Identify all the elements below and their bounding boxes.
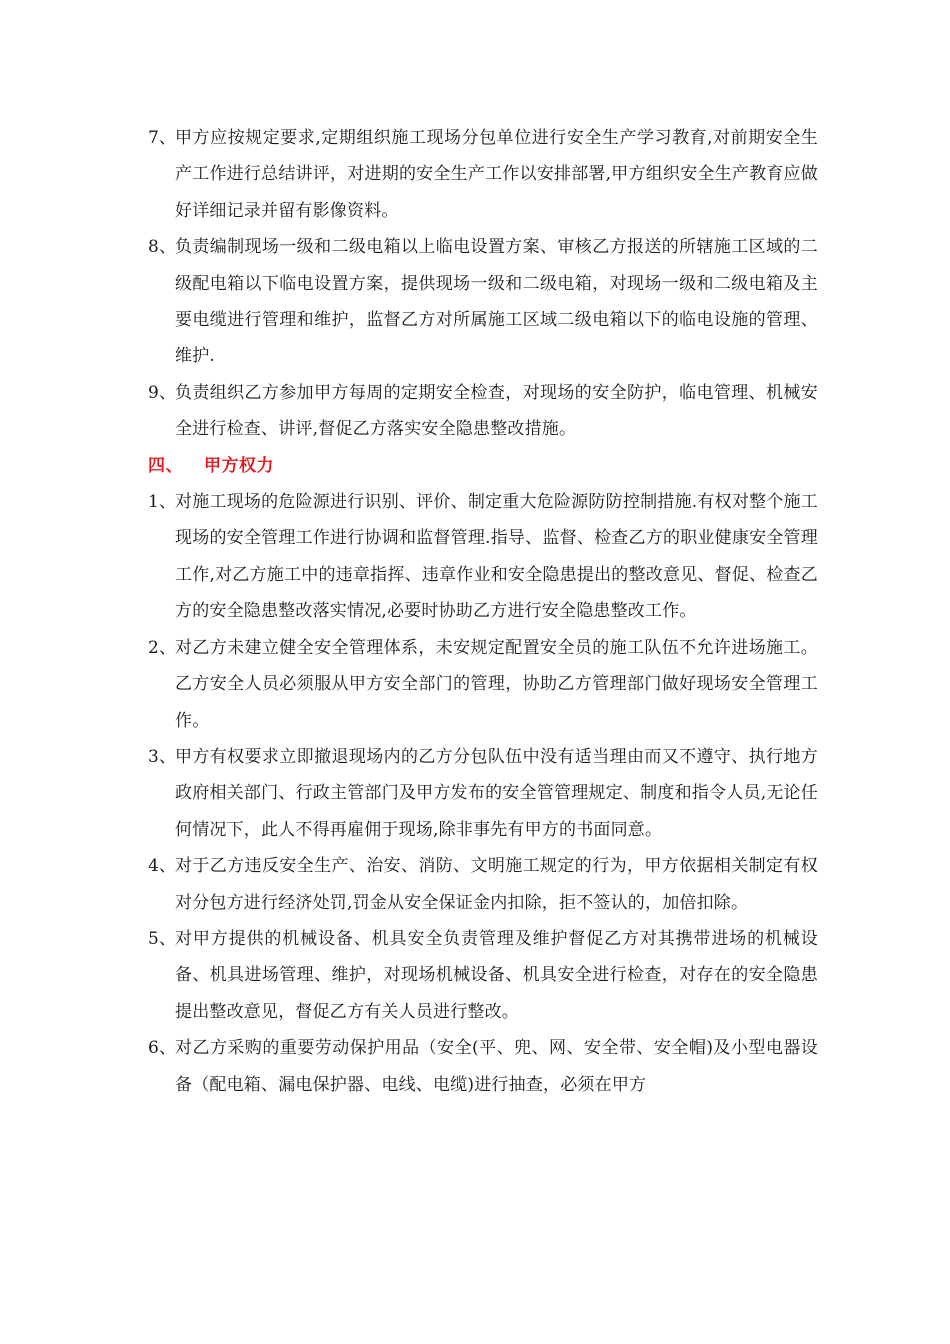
clause-number: 4、 [148, 856, 177, 877]
clause-number: 6、 [148, 1038, 177, 1059]
clause-text: 甲方有权要求立即撤退现场内的乙方分包队伍中没有适当理由而又不遵守、执行地方政府相关部门、行政主管部门及甲方发布的安全管管理规定、制度和指令人员,无论任何情况下，此人不得再雇佣于现场,除非事先有甲方的书面同意。 [175, 746, 818, 840]
right-3 [148, 739, 818, 848]
clause-number: 9、 [148, 382, 177, 403]
right-2 [148, 630, 818, 739]
section-number: 四、 [148, 455, 183, 476]
clause-number: 5、 [148, 928, 177, 949]
right-1 [148, 484, 818, 630]
clause-text: 对施工现场的危险源进行识别、评价、制定重大危险源防防控制措施.有权对整个施工现场的安全管理工作进行协调和监督管理.指导、监督、检查乙方的职业健康安全管理工作,对乙方施工中的违章指挥、违章作业和安全隐患提出的整改意见、督促、检查乙方的安全隐患整改落实情况,必要时协助乙方进行安全隐患整改工作。 [175, 492, 818, 622]
clause-number: 2、 [148, 637, 177, 658]
clause-number: 7、 [148, 128, 177, 148]
clause-text: 负责编制现场一级和二级电箱以上临电设置方案、审核乙方报送的所辖施工区域的二级配电箱以下临电设置方案，提供现场一级和二级电箱，对现场一级和二级电箱及主要电缆进行管理和维护，监督乙方对所属施工区域二级电箱以下的临电设施的管理、维护. [175, 237, 818, 367]
clause-text: 对甲方提供的机械设备、机具安全负责管理及维护督促乙方对其携带进场的机械设备、机具进场管理、维护，对现场机械设备、机具安全进行检查，对存在的安全隐患提出整改意见，督促乙方有关人员进行整改。 [175, 928, 818, 1022]
clause-number: 8、 [148, 237, 177, 258]
clause-8 [148, 229, 818, 375]
clause-text: 负责组织乙方参加甲方每周的定期安全检查，对现场的安全防护，临电管理、机械安全进行检查、讲评,督促乙方落实安全隐患整改措施。 [175, 382, 818, 440]
right-4 [148, 848, 818, 921]
document-body [148, 120, 818, 1103]
clause-number: 3、 [148, 746, 177, 767]
right-6 [148, 1030, 818, 1103]
clause-7 [148, 120, 818, 229]
clause-number: 1、 [148, 492, 177, 513]
section-heading [148, 448, 818, 484]
clause-text: 对乙方采购的重要劳动保护用品（安全(平、兜、网、安全带、安全帽)及小型电器设备（配电箱、漏电保护器、电线、电缆)进行抽查，必须在甲方 [175, 1038, 818, 1095]
clause-text: 对乙方未建立健全安全管理体系，未安规定配置安全员的施工队伍不允许进场施工。乙方安全人员必须服从甲方安全部门的管理，协助乙方管理部门做好现场安全管理工作。 [175, 637, 818, 731]
clause-9 [148, 375, 818, 448]
right-5 [148, 921, 818, 1030]
clause-text: 对于乙方违反安全生产、治安、消防、文明施工规定的行为，甲方依据相关制定有权对分包方进行经济处罚,罚金从安全保证金内扣除，拒不签认的，加倍扣除。 [175, 856, 818, 913]
clause-text: 甲方应按规定要求,定期组织施工现场分包单位进行安全生产学习教育,对前期安全生产工作进行总结讲评，对进期的安全生产工作以安排部署,甲方组织安全生产教育应做好详细记录并留有影像资料。 [175, 128, 818, 221]
section-title: 甲方权力 [204, 455, 274, 476]
